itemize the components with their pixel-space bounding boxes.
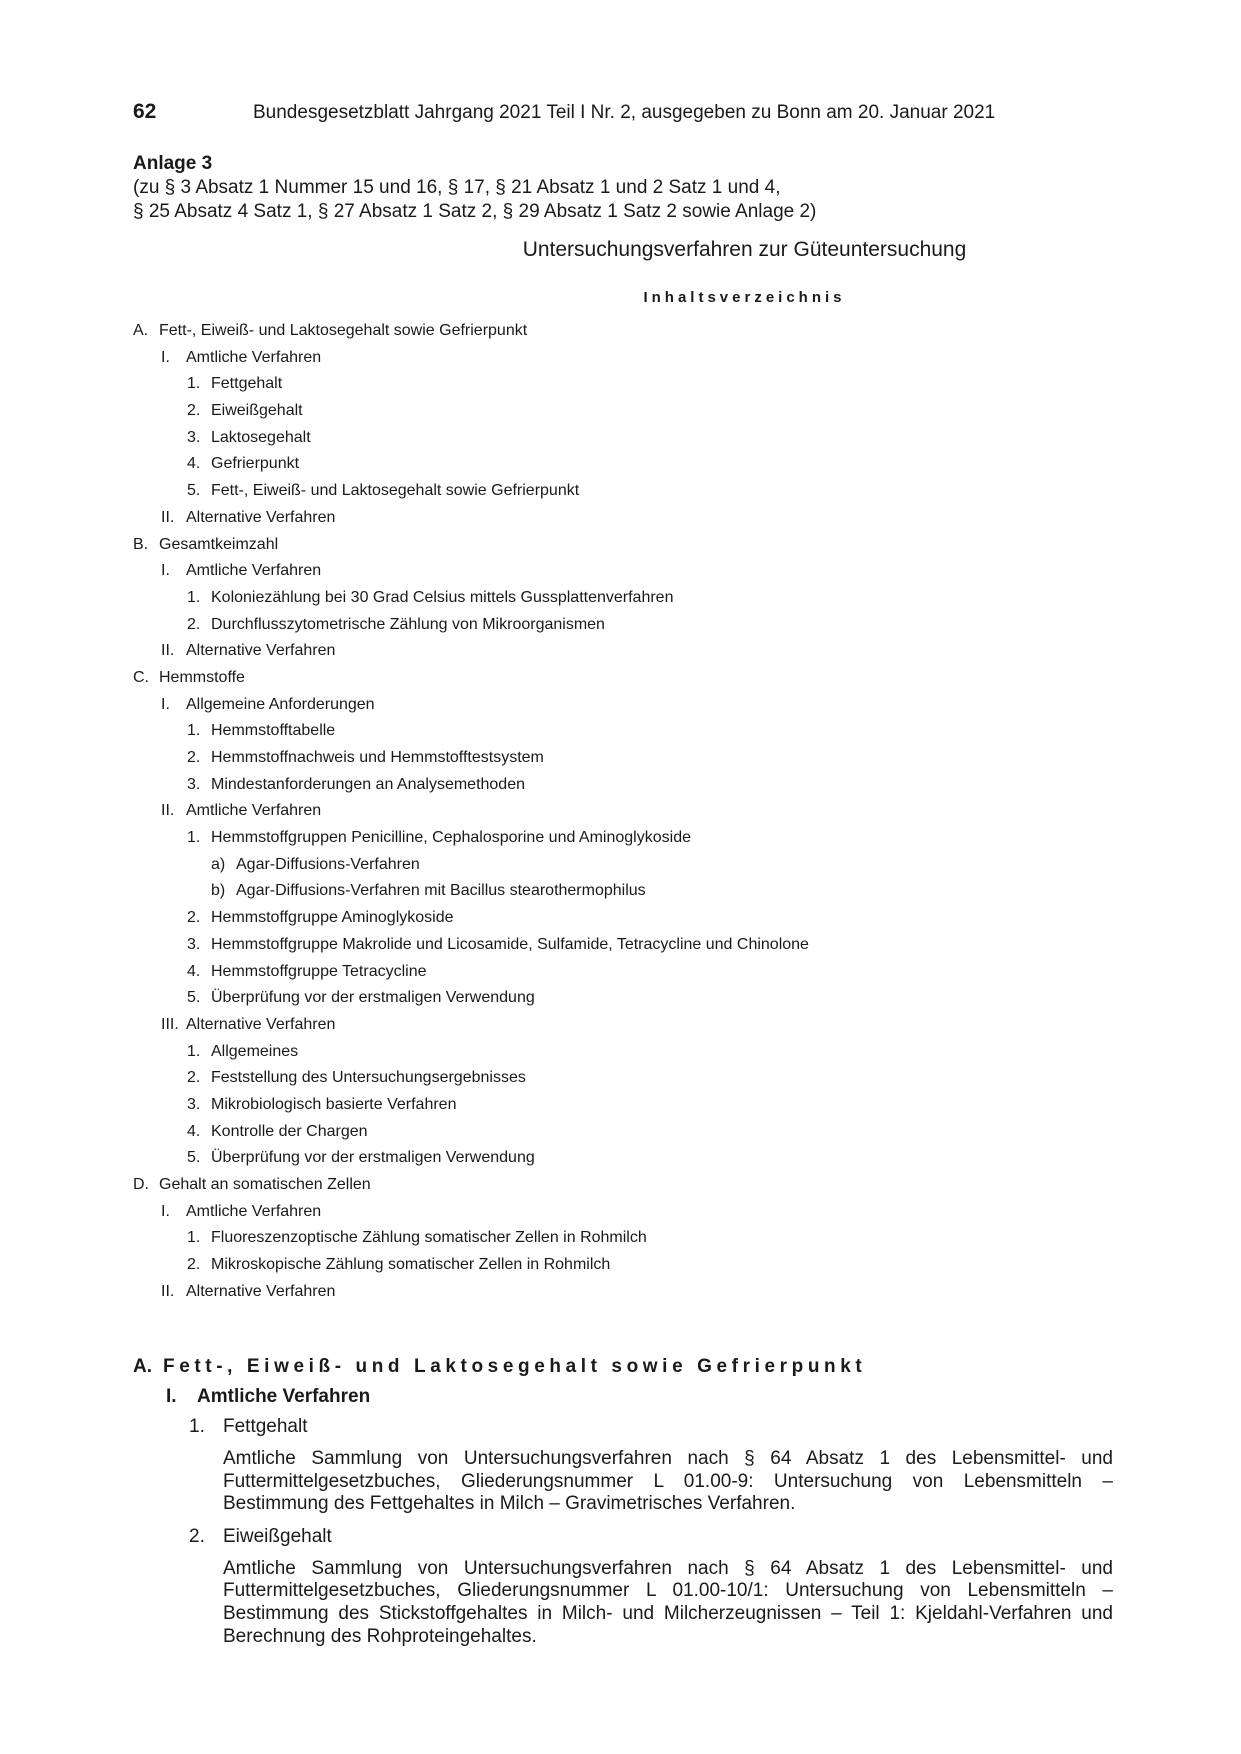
toc-entry-text: Gesamtkeimzahl — [159, 535, 279, 553]
toc-entry-text: Hemmstoffgruppen Penicilline, Cephalosporine und Aminoglykoside — [211, 829, 691, 847]
toc-entry-text: Alternative Verfahren — [186, 1282, 336, 1300]
toc-entry-text: Feststellung des Untersuchungsergebnisses — [211, 1069, 526, 1087]
toc-entry — [133, 478, 1113, 505]
toc-entry-text: Hemmstoffe — [159, 668, 245, 686]
toc-entry — [133, 985, 1113, 1012]
toc-entry — [133, 1199, 1113, 1226]
toc-entry-text: Amtliche Verfahren — [186, 802, 322, 820]
toc-entry — [133, 1252, 1113, 1279]
toc-entry — [133, 1279, 1113, 1306]
section-title: Fett-, Eiweiß- und Laktosegehalt sowie Gefrierpunkt — [163, 1356, 867, 1377]
toc-entry-text: Hemmstoffgruppe Tetracycline — [211, 962, 427, 980]
toc-entry — [133, 532, 1113, 559]
toc-entry-text: Amtliche Verfahren — [186, 1202, 322, 1220]
toc-entry-text: Agar-Diffusions-Verfahren mit Bacillus stearothermophilus — [236, 882, 646, 900]
toc-entry-number: 4. — [187, 1122, 201, 1140]
toc-entry-text: Hemmstoffgruppe Makrolide und Licosamide, Sulfamide, Tetracycline und Chinolone — [211, 935, 809, 953]
toc-entry — [133, 852, 1113, 879]
toc-entry — [133, 878, 1113, 905]
toc-entry-text: Überprüfung vor der erstmaligen Verwendung — [211, 989, 535, 1007]
toc-entry-number: B. — [133, 535, 149, 553]
toc-entry — [133, 772, 1113, 799]
subsection-heading — [133, 1386, 1113, 1416]
toc-entry — [133, 398, 1113, 425]
toc-entry — [133, 425, 1113, 452]
toc-entry-number: 4. — [187, 455, 201, 473]
toc-entry-number: II. — [161, 508, 175, 526]
toc-entry-number: 1. — [187, 1229, 201, 1247]
subsection-number: I. — [166, 1386, 177, 1407]
item-number: 2. — [189, 1525, 205, 1547]
toc-entry-number: 4. — [187, 962, 201, 980]
toc-entry — [133, 1225, 1113, 1252]
toc-entry-text: Alternative Verfahren — [186, 1015, 336, 1033]
toc-entry — [133, 1039, 1113, 1066]
toc-entry — [133, 638, 1113, 665]
toc-entry-number: 5. — [187, 482, 201, 500]
toc-entry-text: Gefrierpunkt — [211, 455, 300, 473]
toc-entry — [133, 451, 1113, 478]
toc-entry — [133, 692, 1113, 719]
toc-entry-number: 3. — [187, 775, 201, 793]
toc-entry-text: Amtliche Verfahren — [186, 348, 322, 366]
toc-entry-text: Eiweißgehalt — [211, 402, 303, 420]
toc-entry-number: III. — [161, 1015, 179, 1033]
toc-entry-number: I. — [161, 348, 170, 366]
item-heading — [133, 1526, 1113, 1554]
annex-reference-line: (zu § 3 Absatz 1 Nummer 15 und 16, § 17, § 21 Absatz 1 und 2 Satz 1 und 4, — [133, 177, 781, 198]
toc-entry-text: Kontrolle der Chargen — [211, 1122, 368, 1140]
toc-entry-number: 1. — [187, 1042, 201, 1060]
toc-entry-text: Amtliche Verfahren — [186, 562, 322, 580]
toc-entry — [133, 825, 1113, 852]
toc-entry-number: a) — [211, 855, 226, 873]
toc-entry-number: 2. — [187, 1256, 201, 1274]
section-a — [133, 1356, 1113, 1658]
toc-entry-number: 2. — [187, 1069, 201, 1087]
toc-heading: Inhaltsverzeichnis — [643, 289, 846, 306]
toc-entry — [133, 718, 1113, 745]
item-body: Amtliche Sammlung von Untersuchungsverfahren nach § 64 Absatz 1 des Lebensmittel- und Futtermittelgesetzbuches, Gliederungsnummer L 01.00-10/1: Untersuchung von Lebensmitteln – Bestimmung des Stickstoffgehaltes in Milch- und Milcherzeugnissen – Teil 1: Kjeldahl-Verfahren und Berechnung des Rohproteingehaltes. — [223, 1557, 1113, 1647]
toc-entry — [133, 905, 1113, 932]
item-number: 1. — [189, 1416, 205, 1437]
item-body: Amtliche Sammlung von Untersuchungsverfahren nach § 64 Absatz 1 des Lebensmittel- und Futtermittelgesetzbuches, Gliederungsnummer L 01.00-9: Untersuchung von Lebensmitteln – Bestimmung des Fettgehaltes in Milch – Gravimetrisches Verfahren. — [223, 1448, 1113, 1515]
running-header — [133, 100, 1113, 126]
toc-entry-number: 2. — [187, 402, 201, 420]
item-title: Fettgehalt — [223, 1416, 308, 1437]
toc-entry-number: II. — [161, 1282, 175, 1300]
toc-entry — [133, 612, 1113, 639]
toc-entry-text: Alternative Verfahren — [186, 642, 336, 660]
toc-entry-text: Mikrobiologisch basierte Verfahren — [211, 1095, 457, 1113]
toc-entry-text: Alternative Verfahren — [186, 508, 336, 526]
toc-entry-number: I. — [161, 562, 170, 580]
toc-entry-number: C. — [133, 668, 149, 686]
annex-title: Anlage 3 — [133, 153, 213, 174]
toc-entry-number: D. — [133, 1176, 149, 1193]
toc-entry-number: 3. — [187, 1095, 201, 1113]
toc-entry-text: Gehalt an somatischen Zellen — [159, 1176, 371, 1193]
toc-entry-number: 1. — [187, 722, 201, 740]
toc-entry — [133, 1065, 1113, 1092]
item-title: Eiweißgehalt — [223, 1525, 332, 1547]
toc-entry-number: II. — [161, 802, 175, 820]
toc-entry-number: 2. — [187, 615, 201, 633]
toc-entry-text: Fluoreszenzoptische Zählung somatischer Zellen in Rohmilch — [211, 1229, 647, 1247]
toc-entry-text: Hemmstoffnachweis und Hemmstofftestsystem — [211, 749, 544, 766]
toc-entry-number: II. — [161, 642, 175, 660]
section-letter: A. — [133, 1356, 152, 1377]
toc-entry — [133, 1012, 1113, 1039]
table-of-contents — [133, 318, 1113, 1305]
page-number: 62 — [133, 100, 157, 123]
toc-entry-text: Fett-, Eiweiß- und Laktosegehalt sowie Gefrierpunkt — [211, 482, 580, 500]
toc-entry — [133, 932, 1113, 959]
toc-entry-number: A. — [133, 322, 149, 339]
toc-entry — [133, 558, 1113, 585]
toc-entry-number: 5. — [187, 989, 201, 1007]
document-title: Untersuchungsverfahren zur Güteuntersuchung — [522, 238, 967, 261]
toc-entry — [133, 371, 1113, 398]
toc-entry-number: 2. — [187, 749, 201, 766]
toc-entry-text: Fett-, Eiweiß- und Laktosegehalt sowie Gefrierpunkt — [159, 322, 528, 339]
toc-entry — [133, 345, 1113, 372]
toc-entry — [133, 959, 1113, 986]
toc-entry-number: 5. — [187, 1149, 201, 1167]
journal-line: Bundesgesetzblatt Jahrgang 2021 Teil I Nr. 2, ausgegeben zu Bonn am 20. Januar 2021 — [253, 102, 996, 123]
toc-entry — [133, 1119, 1113, 1146]
toc-entry-text: Allgemeine Anforderungen — [186, 695, 375, 713]
toc-entry-text: Agar-Diffusions-Verfahren — [236, 855, 420, 873]
toc-entry — [133, 1092, 1113, 1119]
toc-entry — [133, 665, 1113, 692]
annex-block — [133, 152, 1113, 224]
toc-entry-text: Hemmstofftabelle — [211, 722, 336, 740]
toc-entry-text: Mindestanforderungen an Analysemethoden — [211, 775, 525, 793]
toc-entry-text: Mikroskopische Zählung somatischer Zellen in Rohmilch — [211, 1256, 611, 1274]
toc-entry-number: b) — [211, 882, 226, 900]
toc-entry — [133, 318, 1113, 345]
toc-entry-number: 1. — [187, 829, 201, 847]
toc-entry-number: I. — [161, 1202, 170, 1220]
toc-entry — [133, 1145, 1113, 1172]
toc-entry — [133, 585, 1113, 612]
toc-entry — [133, 1172, 1113, 1199]
toc-entry-text: Durchflusszytometrische Zählung von Mikroorganismen — [211, 615, 605, 633]
toc-entry-number: 2. — [187, 909, 201, 927]
item-heading — [133, 1416, 1113, 1444]
toc-entry-number: 1. — [187, 588, 201, 606]
toc-entry-text: Allgemeines — [211, 1042, 299, 1060]
toc-entry — [133, 505, 1113, 532]
toc-entry — [133, 798, 1113, 825]
toc-entry-number: 3. — [187, 935, 201, 953]
toc-entry-number: 3. — [187, 428, 201, 446]
subsection-title: Amtliche Verfahren — [197, 1386, 371, 1407]
toc-entry-text: Hemmstoffgruppe Aminoglykoside — [211, 909, 454, 927]
toc-entry-text: Koloniezählung bei 30 Grad Celsius mittels Gussplattenverfahren — [211, 588, 674, 606]
section-heading — [133, 1356, 1113, 1386]
toc-entry — [133, 745, 1113, 772]
toc-entry-number: 1. — [187, 375, 201, 393]
toc-entry-number: I. — [161, 695, 170, 713]
toc-entry-text: Fettgehalt — [211, 375, 283, 393]
toc-entry-text: Laktosegehalt — [211, 428, 311, 446]
annex-reference-line: § 25 Absatz 4 Satz 1, § 27 Absatz 1 Satz 2, § 29 Absatz 1 Satz 2 sowie Anlage 2) — [133, 201, 817, 222]
toc-entry-text: Überprüfung vor der erstmaligen Verwendung — [211, 1149, 535, 1167]
